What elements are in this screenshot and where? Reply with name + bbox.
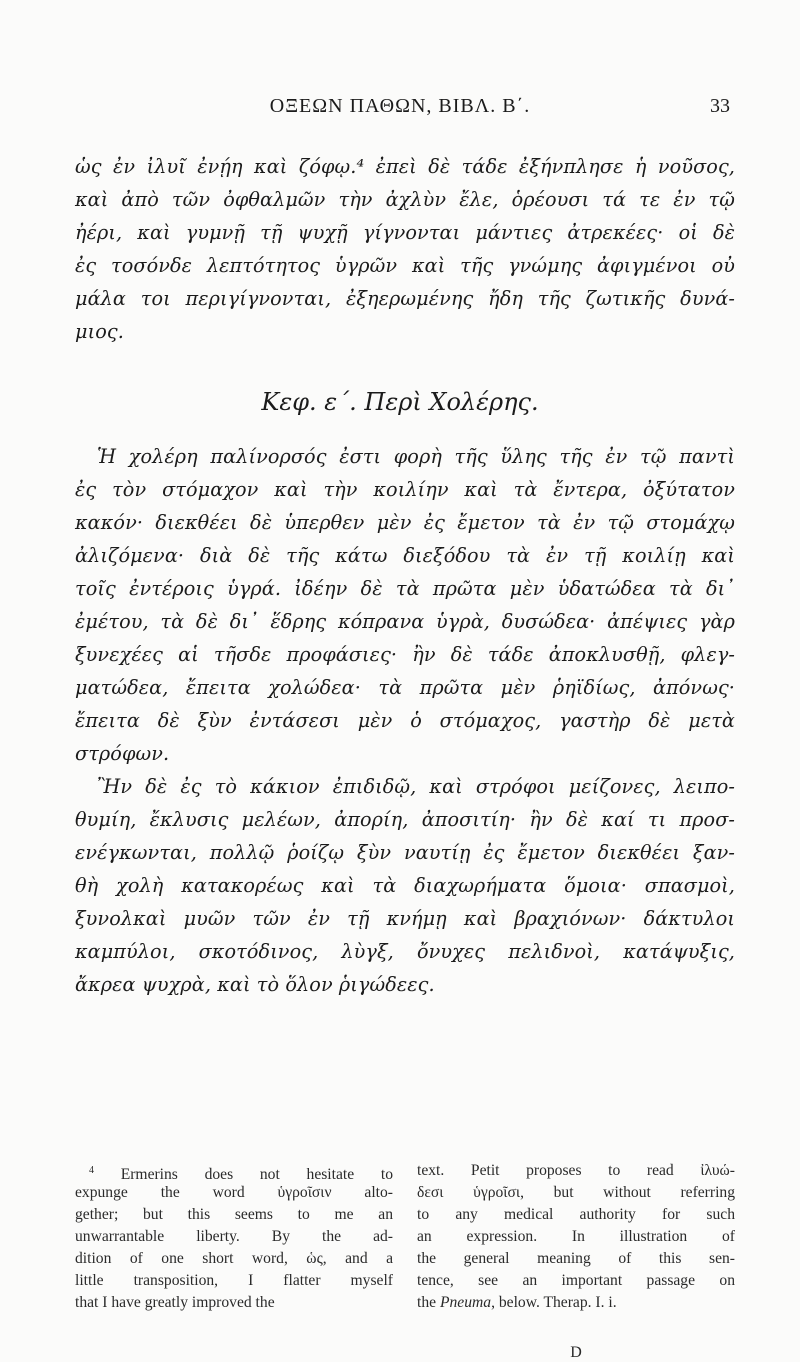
text-line: ἐς τὸν στόμαχον καὶ τὴν κοιλίην καὶ τὰ ἔντερα, ὀξύτατον <box>75 478 735 501</box>
text-line: ἔπειτα δὲ ξὺν ἐντάσεσι μὲν ὁ στόμαχος, γαστὴρ δὲ μετὰ <box>75 709 735 732</box>
text-line: κακόν· διεκθέει δὲ ὑπερθεν μὲν ἐς ἔμετον τὰ ἐν τῷ στομάχῳ <box>75 511 735 534</box>
text-line: Ἢν δὲ ἐς τὸ κάκιον ἐπιδιδῷ, καὶ στρόφοι μείζονες, λειπο- <box>97 775 735 798</box>
text-line: ξυνεχέες αἱ τῆσδε προφάσιες· ἢν δὲ τάδε ἀποκλυσθῇ, φλεγ- <box>75 643 735 666</box>
text-line: στρόφων. <box>75 742 170 765</box>
text-line: ματώδεα, ἔπειτα χολώδεα· τὰ πρῶτα μὲν ῥηϊδίως, ἀπόνως· <box>75 676 735 699</box>
footnote-column-left <box>75 1160 393 1314</box>
footnote-line: expunge the word ὑγροῖσιν alto- <box>75 1184 393 1201</box>
footnote-line: the general meaning of this sen- <box>417 1250 735 1267</box>
text-line: τοῖς ἐντέροις ὑγρά. ἰδέην δὲ τὰ πρῶτα μὲν ὑδατώδεα τὰ δι᾽ <box>75 577 735 600</box>
footnote-line <box>75 1160 393 1182</box>
text-line: ενέγκωνται, πολλῷ ῥοίζῳ ξὺν ναυτίῃ ἐς ἔμετον διεκθέει ξαν- <box>75 841 735 864</box>
paragraph-two <box>75 770 735 1001</box>
footnote-line: the Pneuma, below. Therap. I. i. <box>417 1294 617 1311</box>
text-line: Ἡ χολέρη παλίνορσός ἐστι φορὴ τῆς ὕλης τῆς ἐν τῷ παντὶ <box>97 445 735 468</box>
running-title: ΟΞΕΩΝ ΠΑΘΩΝ, ΒΙΒΛ. Β΄. <box>269 95 531 117</box>
footnote-column-right <box>417 1160 735 1314</box>
footnote-line: little transposition, I flatter myself <box>75 1272 393 1289</box>
chapter-heading: Κεφ. ε΄. Περὶ Χολέρης. <box>261 388 539 416</box>
footnote-line: gether; but this seems to me an <box>75 1206 393 1223</box>
footnote-line: tence, see an important passage on <box>417 1272 735 1289</box>
text-line: ἄκρεα ψυχρὰ, καὶ τὸ ὅλον ῥιγώδεες. <box>75 973 435 996</box>
running-head <box>0 95 800 125</box>
footnote-line: that I have greatly improved the <box>75 1294 275 1311</box>
text-line: ξυνολκαὶ μυῶν τῶν ἐν τῇ κνήμῃ καὶ βραχιόνων· δάκτυλοι <box>75 907 735 930</box>
text-line: θὴ χολὴ κατακορέως καὶ τὰ διαχωρήματα ὅμοια· σπασμοὶ, <box>75 874 735 897</box>
text-line: θυμίη, ἔκλυσις μελέων, ἀπορίη, ἀποσιτίη· ἢν δὲ καί τι προσ- <box>75 808 735 831</box>
footnote-line: dition of one short word, ὡς, and a <box>75 1250 393 1267</box>
footnote-line: δεσι ὑγροῖσι, but without referring <box>417 1184 735 1201</box>
text-line: μιος. <box>75 320 124 343</box>
text-line: καὶ ἀπὸ τῶν ὀφθαλμῶν τὴν ἀχλὺν ἔλε, ὁρέουσι τά τε ἐν τῷ <box>75 188 735 211</box>
footnote-line: unwarrantable liberty. By the ad- <box>75 1228 393 1245</box>
text-line: ἠέρι, καὶ γυμνῇ τῇ ψυχῇ γίγνονται μάντιες ἀτρεκέες· οἱ δὲ <box>75 221 735 244</box>
page-number: 33 <box>710 95 730 117</box>
signature-mark: D <box>570 1344 582 1361</box>
paragraph-one <box>75 440 735 770</box>
text-line: καμπύλοι, σκοτόδινος, λὺγξ, ὄνυχες πελιδνοὶ, κατάψυξις, <box>75 940 735 963</box>
text-line: ἐμέτου, τὰ δὲ δι᾽ ἕδρης κόπρανα ὑγρὰ, δυσώδεα· ἀπέψιες γὰρ <box>75 610 735 633</box>
footnote-line: to any medical authority for such <box>417 1206 735 1223</box>
text-line: ὡς ἐν ἰλυῖ ἐνῄη καὶ ζόφῳ.⁴ ἐπεὶ δὲ τάδε ἐξήνπλησε ἡ νοῦσος, <box>75 155 735 178</box>
footnote-line: an expression. In illustration of <box>417 1228 735 1245</box>
text-line: ἀλιζόμενα· διὰ δὲ τῆς κάτω διεξόδου τὰ ἐν τῇ κοιλίῃ καὶ <box>75 544 735 567</box>
footnote-text: Ermerins does not hesitate to <box>120 1166 393 1184</box>
paragraph-top <box>75 150 735 348</box>
footnote-line: text. Petit proposes to read ἰλυώ- <box>417 1162 735 1179</box>
text-line: ἐς τοσόνδε λεπτότητος ὑγρῶν καὶ τῆς γνώμης ἀφιγμένοι οὐ <box>75 254 735 277</box>
footnote-marker: 4 <box>89 1165 94 1176</box>
text-line: μάλα τοι περιγίγνονται, ἐξηερωμένης ἤδη τῆς ζωτικῆς δυνά- <box>75 287 735 310</box>
